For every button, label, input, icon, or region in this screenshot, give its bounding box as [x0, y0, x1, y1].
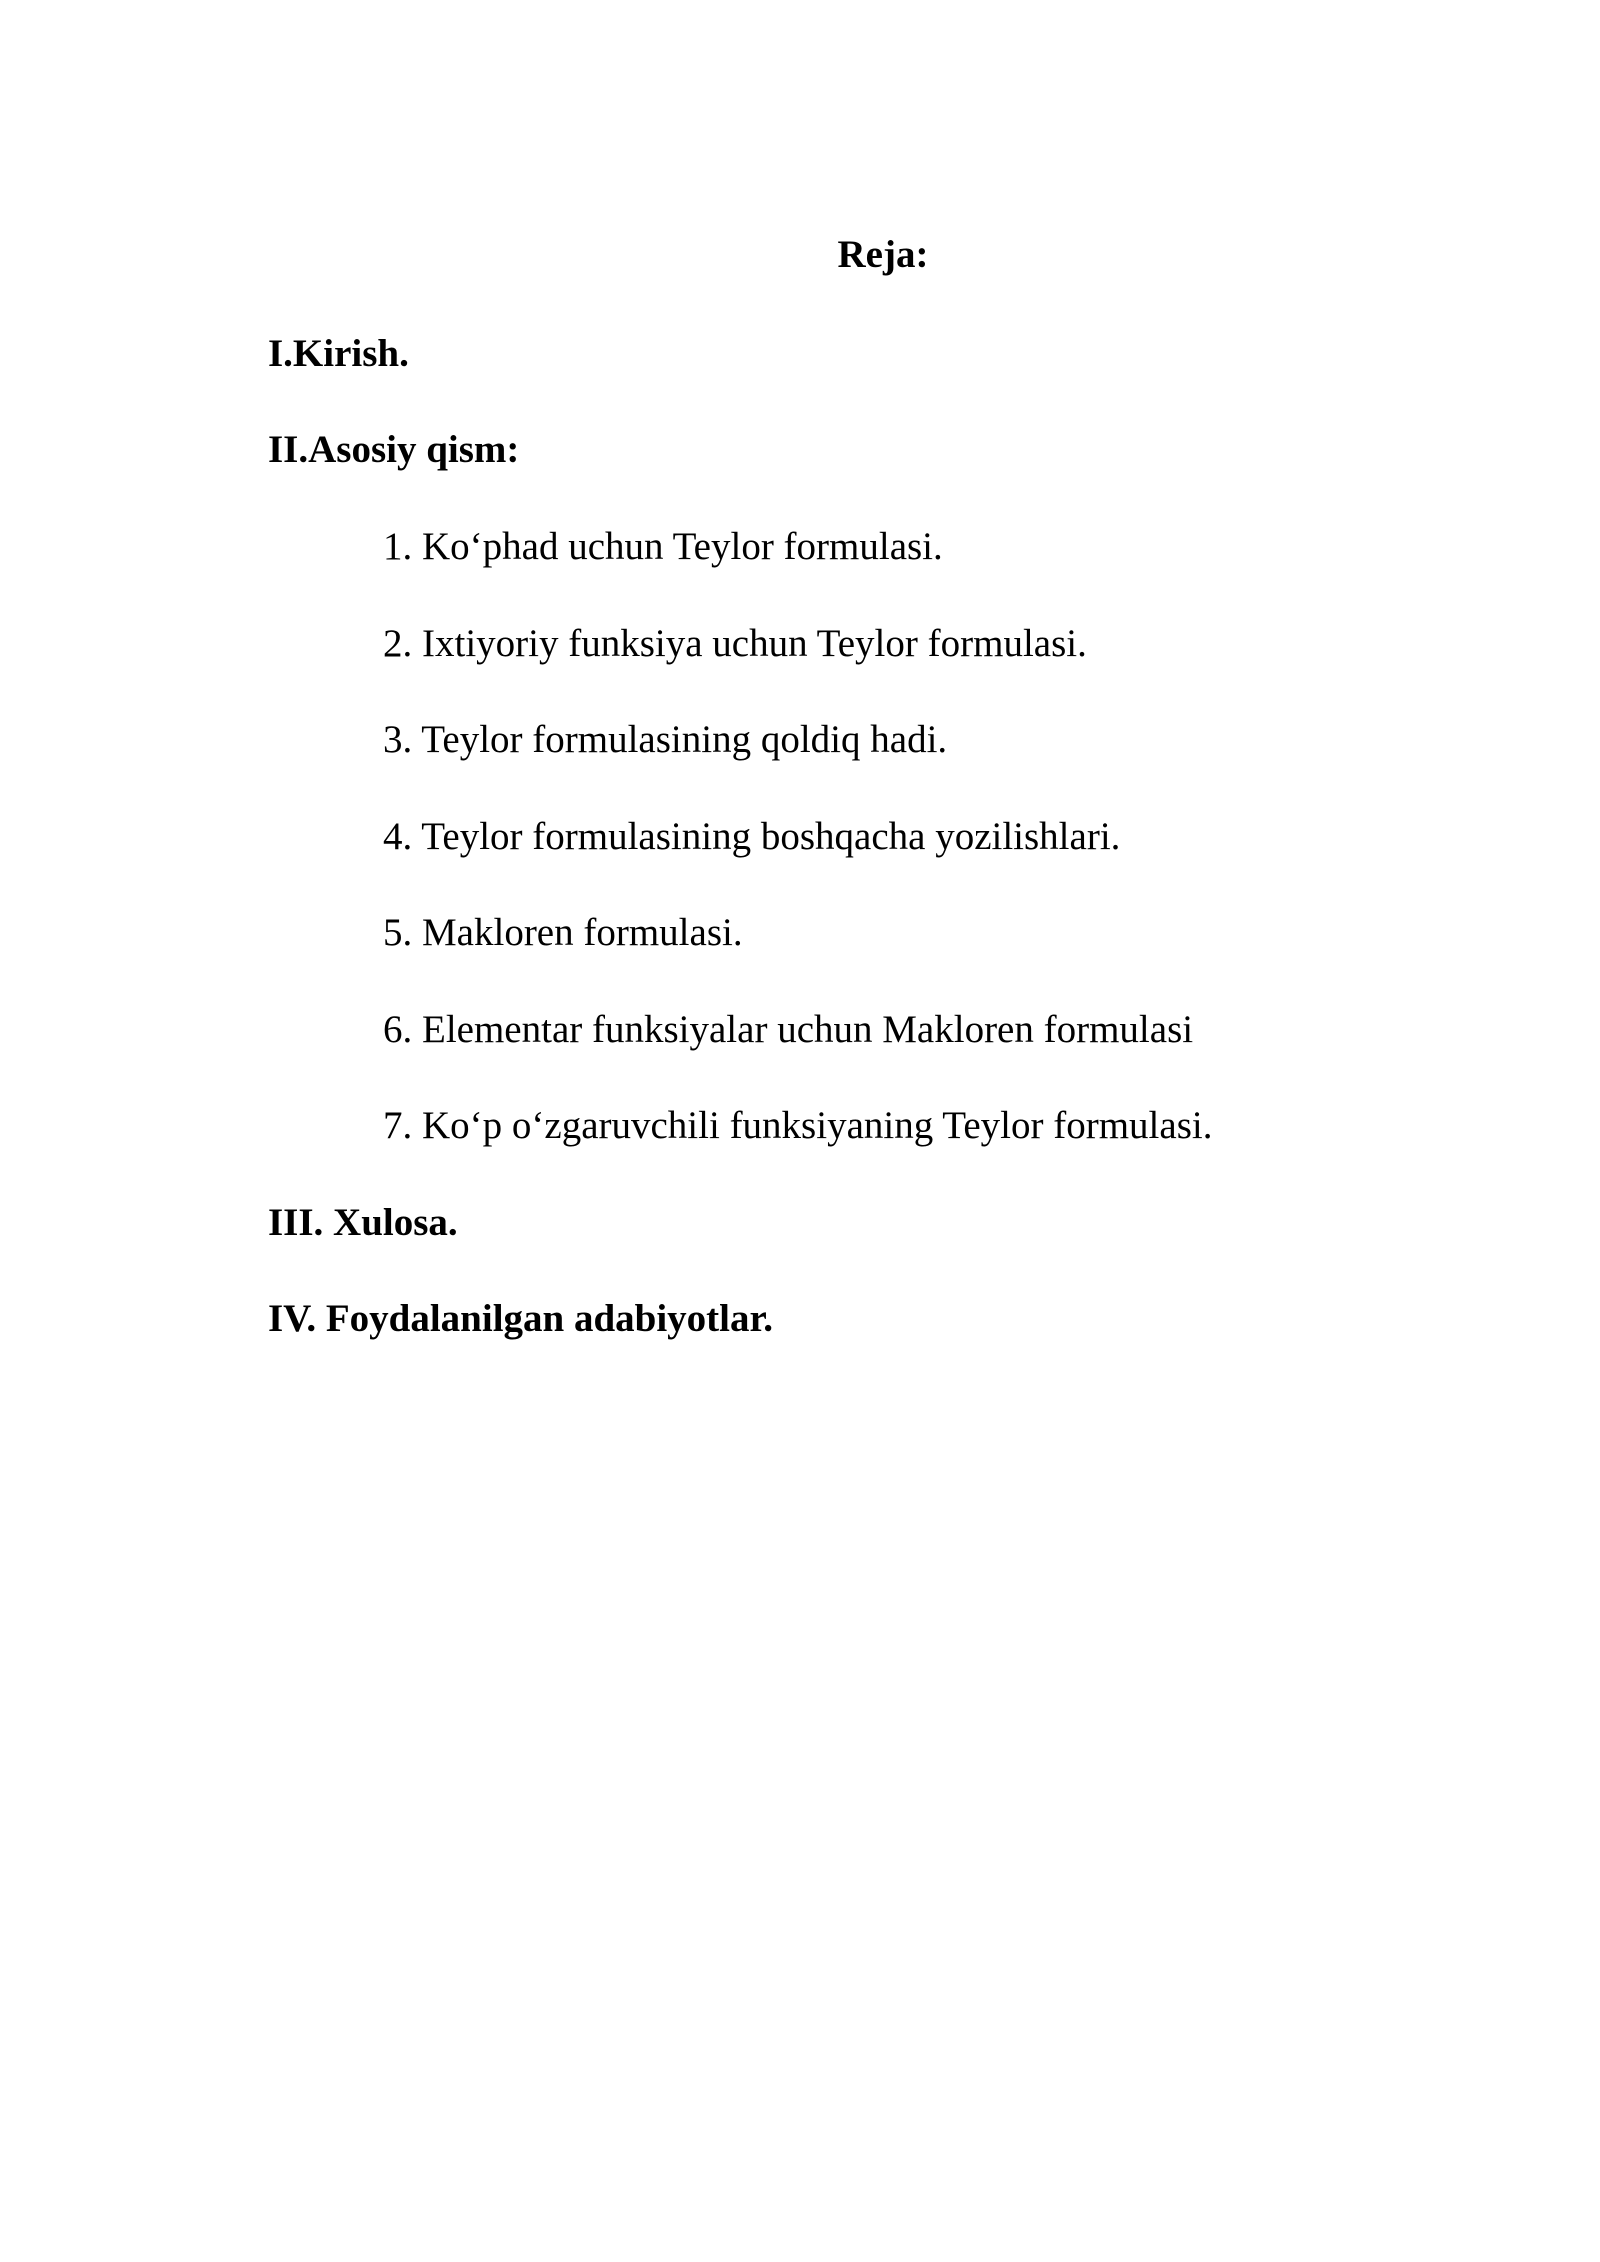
list-item: 6. Elementar funksiyalar uchun Makloren formulasi — [383, 1008, 1194, 1051]
list-item: 4. Teylor formulasining boshqacha yozilishlari. — [383, 815, 1121, 858]
section-intro: I.Kirish. — [268, 332, 409, 375]
section-main: II.Asosiy qism: — [268, 428, 520, 471]
list-item: 5. Makloren formulasi. — [383, 911, 743, 954]
page-title: Reja: — [837, 233, 929, 276]
list-item: 1. Ko‘phad uchun Teylor formulasi. — [383, 525, 943, 568]
list-item: 7. Ko‘p o‘zgaruvchili funksiyaning Teylor formulasi. — [383, 1104, 1213, 1147]
section-conclusion: III. Xulosa. — [268, 1201, 458, 1244]
list-item: 3. Teylor formulasining qoldiq hadi. — [383, 718, 948, 761]
list-item: 2. Ixtiyoriy funksiya uchun Teylor formulasi. — [383, 622, 1087, 665]
section-references: IV. Foydalanilgan adabiyotlar. — [268, 1297, 773, 1340]
